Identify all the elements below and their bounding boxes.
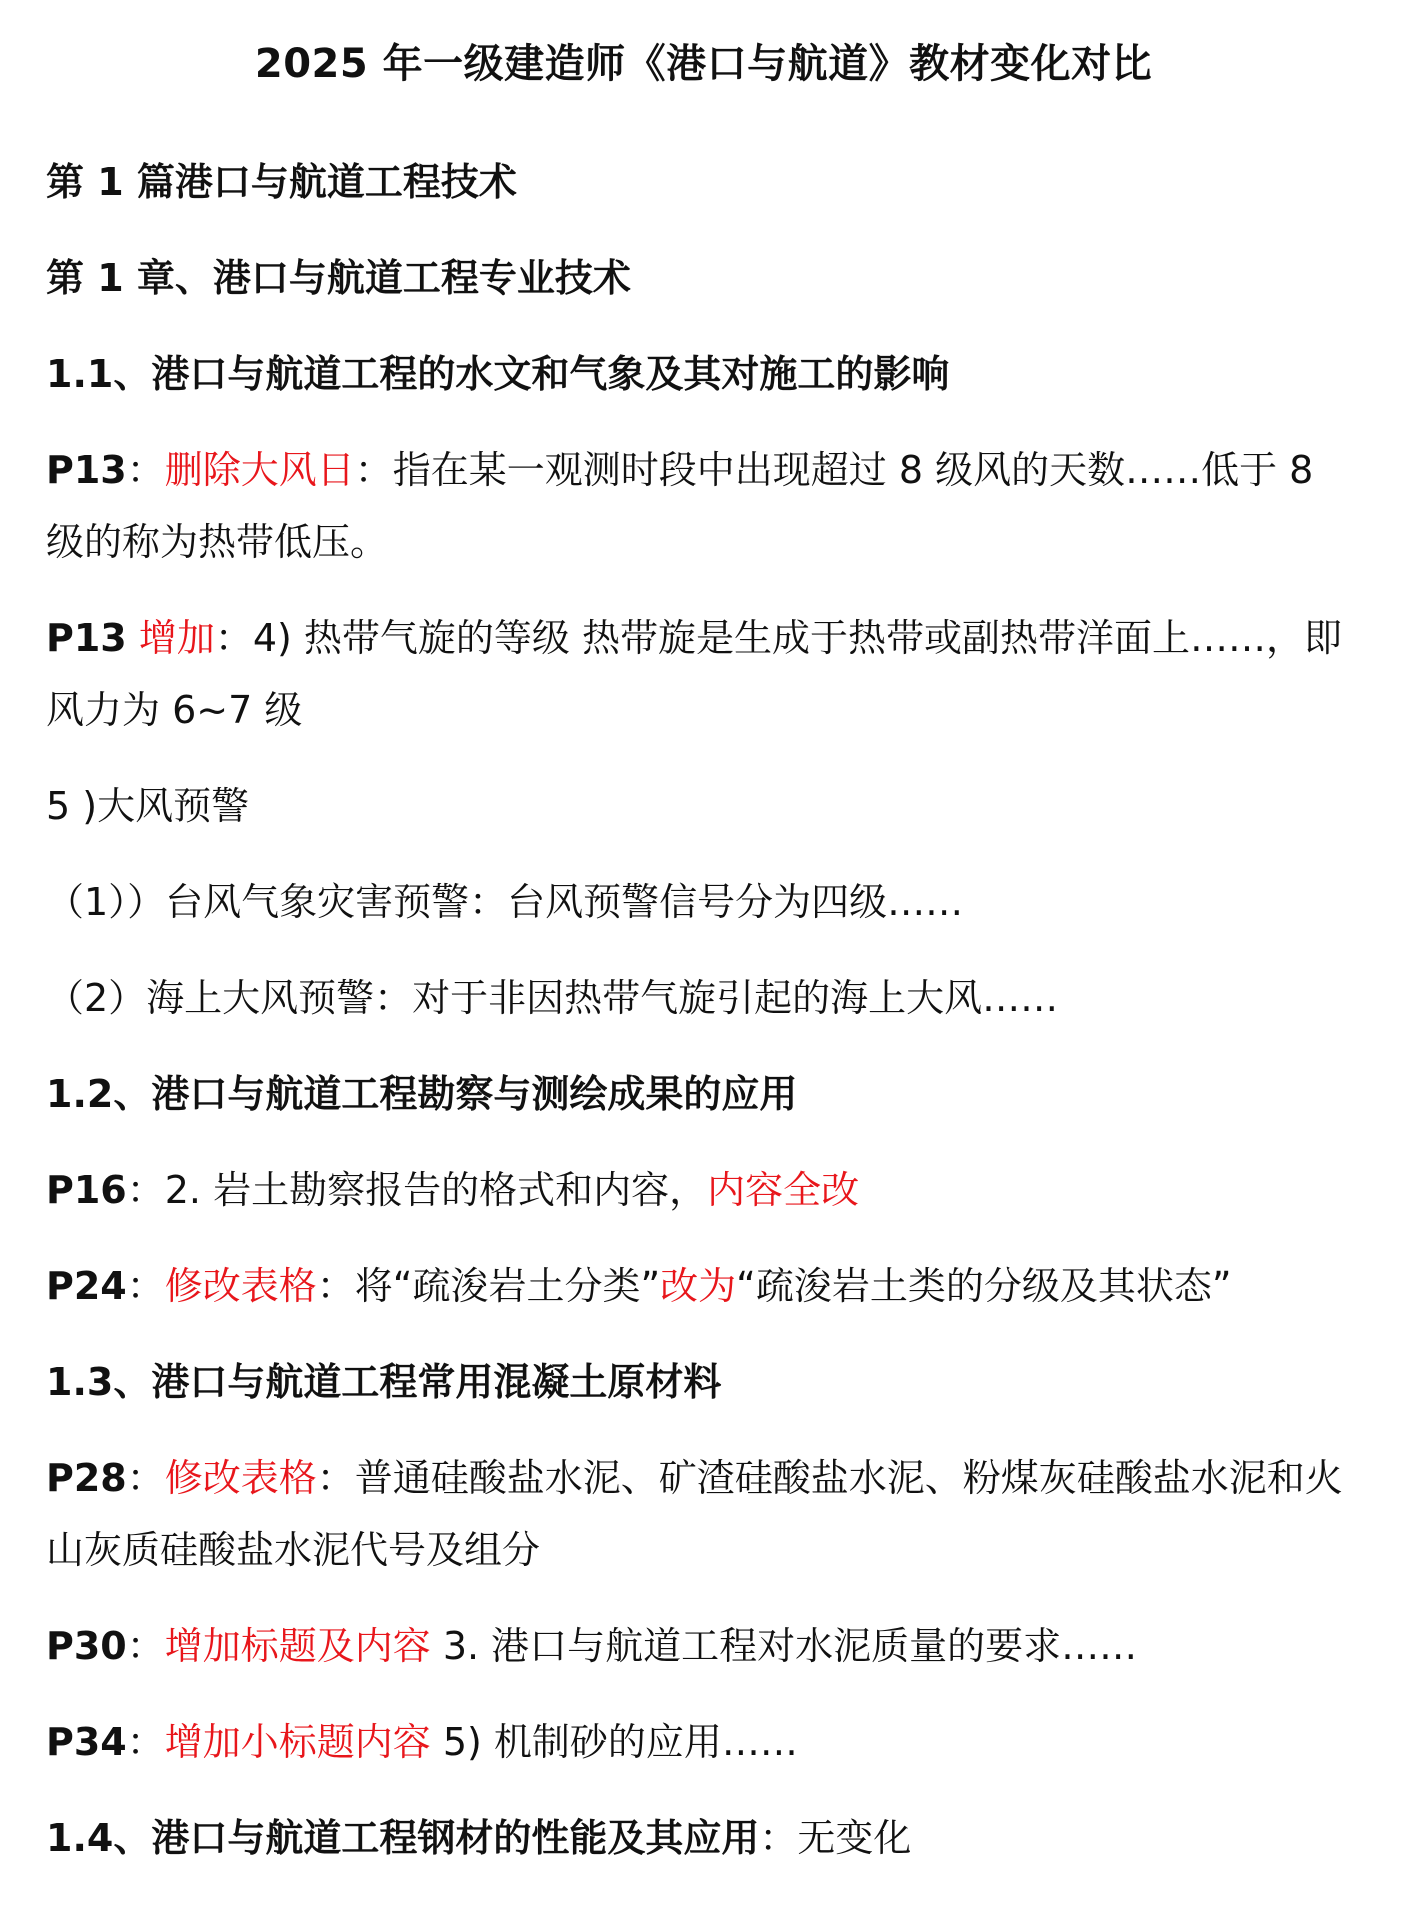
change-tag: 删除大风日	[164, 448, 355, 492]
page-ref: P16	[46, 1168, 127, 1212]
change-text: ：4) 热带气旋的等级 热带旋是生成于热带或副热带洋面上……，即风力为 6~7 级	[46, 616, 1343, 732]
change-tag: 修改表格	[164, 1264, 317, 1308]
chapter-heading: 第 1 章、港口与航道工程专业技术	[46, 256, 631, 300]
section-heading-1-3: 1.3、港口与航道工程常用混凝土原材料	[46, 1360, 722, 1404]
section-heading-1-4: 1.4、港口与航道工程钢材的性能及其应用	[46, 1816, 760, 1860]
change-text: ：将“疏浚岩土分类”	[316, 1264, 661, 1308]
section-heading-1-1: 1.1、港口与航道工程的水文和气象及其对施工的影响	[46, 352, 950, 396]
wind-warning-heading: 5 )大风预警	[46, 784, 250, 828]
change-text: 2. 岩土勘察报告的格式和内容，	[164, 1168, 708, 1212]
change-text: ：普通硅酸盐水泥、矿渣硅酸盐水泥、粉煤灰硅酸盐水泥和火山灰质硅酸盐水泥代号及组分	[46, 1456, 1343, 1572]
change-text-secondary: “疏浚岩土类的分级及其状态”	[736, 1264, 1232, 1308]
change-item-p28	[46, 1442, 1361, 1586]
separator: ：	[126, 1624, 165, 1668]
change-tag: 增加	[138, 616, 215, 660]
change-item-p24	[46, 1250, 1361, 1322]
separator: ：	[126, 448, 165, 492]
change-tag: 增加小标题内容	[164, 1720, 431, 1764]
separator: ：	[126, 1720, 165, 1764]
change-item-p13-add	[46, 602, 1361, 746]
change-tag: 增加标题及内容	[164, 1624, 431, 1668]
separator: ：	[126, 1456, 165, 1500]
change-item-p34	[46, 1706, 1361, 1778]
page-ref: P34	[46, 1720, 127, 1764]
separator: ：	[126, 1264, 165, 1308]
change-text: 5) 机制砂的应用……	[430, 1720, 798, 1764]
change-text: 3. 港口与航道工程对水泥质量的要求……	[430, 1624, 1138, 1668]
page-ref: P13	[46, 448, 127, 492]
section-heading-1-2: 1.2、港口与航道工程勘察与测绘成果的应用	[46, 1072, 798, 1116]
change-text: ：指在某一观测时段中出现超过 8 级风的天数……低于 8 级的称为热带低压。	[46, 448, 1314, 564]
document-title: 2025 年一级建造师《港口与航道》教材变化对比	[254, 41, 1153, 87]
page-ref: P13	[46, 616, 127, 660]
page-ref: P24	[46, 1264, 127, 1308]
change-item-p16	[46, 1154, 1361, 1226]
sea-wind-warning-item: （2）海上大风预警：对于非因热带气旋引起的海上大风……	[46, 976, 1059, 1020]
typhoon-warning-item: （1））台风气象灾害预警：台风预警信号分为四级……	[46, 880, 964, 924]
change-tag: 修改表格	[164, 1456, 317, 1500]
page-ref: P28	[46, 1456, 127, 1500]
change-tag: 内容全改	[707, 1168, 860, 1212]
change-tag-secondary: 改为	[660, 1264, 737, 1308]
page-ref: P30	[46, 1624, 127, 1668]
change-item-p30	[46, 1610, 1361, 1682]
section-note: ：无变化	[759, 1816, 912, 1860]
section-heading-1-4-row	[46, 1802, 1361, 1874]
change-item-p13-delete	[46, 434, 1361, 578]
part-heading: 第 1 篇港口与航道工程技术	[46, 160, 517, 204]
separator: ：	[126, 1168, 165, 1212]
separator	[127, 616, 139, 660]
